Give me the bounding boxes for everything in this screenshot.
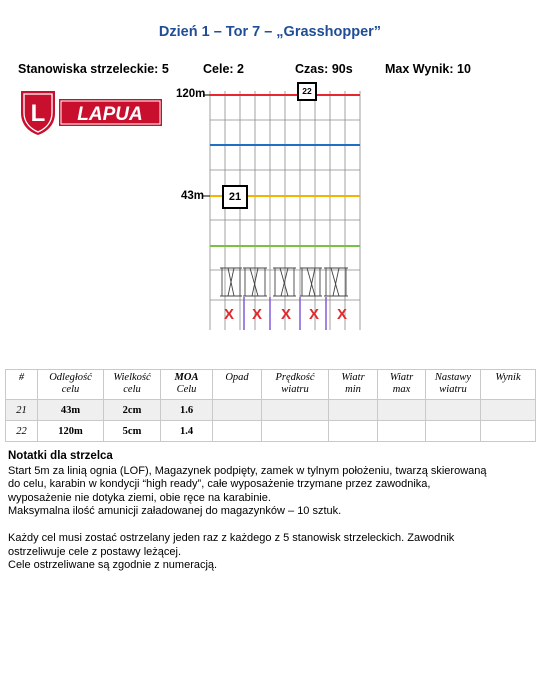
stations-count: Stanowiska strzeleckie: 5 [18, 62, 169, 76]
notes-heading: Notatki dla strzelca [8, 450, 113, 462]
max-score: Max Wynik: 10 [385, 62, 471, 76]
row-distance: 120m [38, 421, 104, 442]
row-wind-max [378, 400, 426, 421]
station-1 [220, 268, 242, 296]
row-wind-setting [426, 421, 481, 442]
header-size: Wielkość celu [104, 370, 161, 400]
notes-line: wyposażenie nie dotyka ziemi, obie ręce na karabinie. [8, 491, 271, 504]
header-wind-setting: Nastawy wiatru [426, 370, 481, 400]
row-size: 5cm [104, 421, 161, 442]
distance-label-43m: 43m [181, 190, 205, 202]
station-3 [273, 268, 296, 296]
row-id: 22 [6, 421, 38, 442]
row-moa: 1.4 [161, 421, 213, 442]
header-wind-min: Wiatr min [329, 370, 378, 400]
target-21: 21 [222, 185, 248, 209]
row-moa: 1.6 [161, 400, 213, 421]
row-distance: 43m [38, 400, 104, 421]
grid [210, 91, 360, 330]
station-5 [324, 268, 348, 296]
shooter-notes [8, 450, 532, 573]
row-drop [213, 421, 262, 442]
header-distance: Odległość celu [38, 370, 104, 400]
time-limit: Czas: 90s [295, 62, 353, 76]
notes-line: ostrzeliwuje cele z postawy leżącej. [8, 545, 182, 558]
station-x-4: X [309, 306, 320, 323]
logo-letter: L [30, 100, 46, 127]
targets-count: Cele: 2 [203, 62, 244, 76]
row-wind-setting [426, 400, 481, 421]
notes-line: do celu, karabin w kondycji “high ready”, całe wyposażenie trzymane przez zawodnika, [8, 478, 431, 490]
header-score: Wynik [481, 370, 536, 400]
table-row [6, 421, 536, 442]
header-moa: MOA Celu [161, 370, 213, 400]
table-row [6, 400, 536, 421]
row-drop [213, 400, 262, 421]
header-number: # [6, 370, 38, 400]
row-score [481, 421, 536, 442]
notes-line: Każdy cel musi zostać ostrzelany jeden raz z każdego z 5 stanowisk strzeleckich. Zawodnik [8, 532, 455, 544]
header-wind-max: Wiatr max [378, 370, 426, 400]
station-x-5: X [337, 306, 348, 323]
row-score [481, 400, 536, 421]
row-size: 2cm [104, 400, 161, 421]
targets-table [5, 369, 536, 442]
distance-label-120m: 120m [176, 88, 206, 100]
row-id: 21 [6, 400, 38, 421]
notes-line: Maksymalna ilość amunicji załadowanej do magazynków – 10 sztuk. [8, 505, 342, 517]
station-x-1: X [224, 306, 235, 323]
table-header-row [6, 370, 536, 400]
notes-line: Cele ostrzeliwane są zgodnie z numeracją. [8, 559, 218, 571]
header-wind-speed: Prędkość wiatru [262, 370, 329, 400]
row-wind-max [378, 421, 426, 442]
header-drop: Opad [213, 370, 262, 400]
shooting-stations [220, 268, 348, 296]
station-4 [300, 268, 322, 296]
logo-text: LAPUA [77, 104, 143, 125]
row-wind-min [329, 400, 378, 421]
station-x-2: X [252, 306, 263, 323]
row-wind-min [329, 421, 378, 442]
notes-line: Start 5m za linią ognia (LOF), Magazynek podpięty, zamek w tylnym położeniu, twarzą skierowaną [8, 464, 487, 477]
page-title: Dzień 1 – Tor 7 – „Grasshopper” [158, 24, 382, 40]
row-wind-speed [262, 400, 329, 421]
station-x-3: X [281, 306, 292, 323]
row-wind-speed [262, 421, 329, 442]
target-22: 22 [297, 82, 317, 101]
